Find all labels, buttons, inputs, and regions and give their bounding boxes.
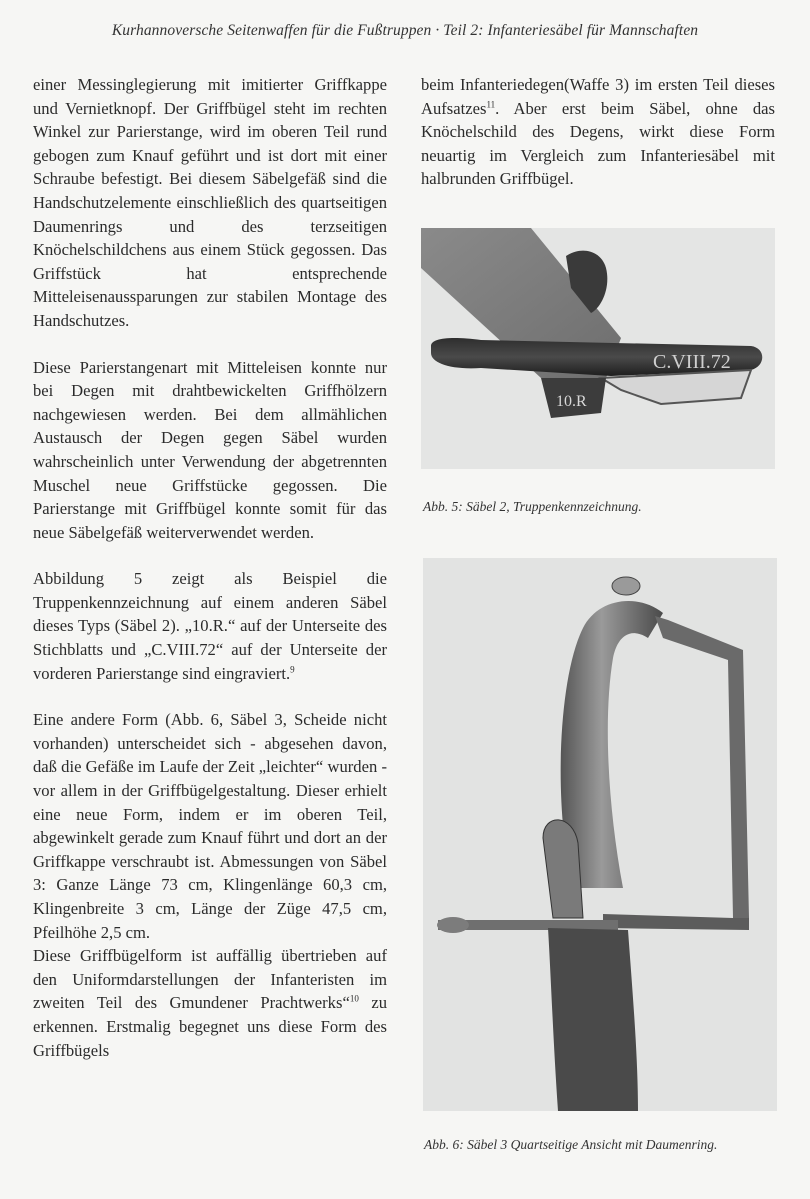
footnote-marker: 10 bbox=[349, 993, 359, 1004]
paragraph-troop-marking bbox=[33, 567, 387, 685]
paragraph-text: . Aber erst beim Säbel, ohne das Knöchelschild des Degens, wirkt diese Form neuartig im Vergleich zum Infanteriesäbel mit halbrunden Griffbügel. bbox=[421, 98, 775, 189]
figure-6-photo bbox=[423, 558, 777, 1111]
figure-5-photo bbox=[421, 228, 775, 469]
right-text-column bbox=[421, 73, 775, 191]
paragraph-text: beim Infanteriedegen(Waffe 3) im ersten Teil dieses Aufsatzes bbox=[421, 75, 775, 118]
paragraph-text: zu erkennen. Erstmalig begegnet uns diese Form des Griffbügels bbox=[33, 993, 388, 1060]
paragraph-other-form: Eine andere Form (Abb. 6, Säbel 3, Scheide nicht vorhanden) unterscheidet sich - abgesehen davon, daß die Gefäße im Laufe der Zeit „leichter“ wurden - vor allem in der Griffbügelgestaltung. Dieser erhielt eine neue Form, indem er im oberen Teil, abgewinkelt gerade zum Knauf führt und dort an der Griffkappe verschraubt ist. Abmessungen von Säbel 3: Ganze Länge 73 cm, Klingenlänge 60,3 cm, Klingenbreite 3 cm, Länge der Züge 47,5 cm, Pfeilhöhe 2,5 cm. bbox=[33, 710, 387, 942]
footnote-marker: 11 bbox=[486, 99, 496, 110]
paragraph-text: Diese Griffbügelform ist auffällig übertrieben auf den Uniformdarstellungen der Infanteristen im zweiten Teil des Gmundener Prachtwerks“ bbox=[33, 946, 387, 1013]
left-text-column bbox=[33, 73, 387, 1062]
figure-5-caption: Abb. 5: Säbel 2, Truppenkennzeichnung. bbox=[423, 499, 642, 514]
paragraph-continuation bbox=[421, 73, 775, 191]
footnote-marker: 9 bbox=[290, 664, 295, 675]
svg-text:10.R: 10.R bbox=[556, 393, 587, 410]
saber-hilt-underside-image bbox=[421, 228, 775, 469]
running-header: Kurhannoversche Seitenwaffen für die Fußtruppen · Teil 2: Infanteriesäbel für Mannschaften bbox=[111, 22, 699, 39]
svg-text:C.VIII.72: C.VIII.72 bbox=[653, 351, 731, 373]
saber-hilt-side-image bbox=[423, 558, 777, 1111]
figure-6-caption: Abb. 6: Säbel 3 Quartseitige Ansicht mit Daumenring. bbox=[424, 1137, 718, 1152]
paragraph-text: Abbildung 5 zeigt als Beispiel die Truppenkennzeichnung auf einem anderen Säbel dieses Typs (Säbel 2). „10.R.“ auf der Unterseite des Stichblatts und „C.VIII.72“ auf der Unterseite der vorderen Parierstange sind eingraviert. bbox=[33, 569, 387, 683]
paragraph-parierstange: Diese Parierstangenart mit Mitteleisen konnte nur bei Degen mit drahtbewickelten Griffhölzern nachgewiesen werden. Bei dem allmählichen Austausch der Degen gegen Säbel wurden wahrscheinlich unter Verwendung der abgetrennten Muschel neue Griffstücke gegossen. Die Parierstange mit Griffbügel konnte somit für das neue Säbelgefäß weiterverwendet werden. bbox=[33, 357, 387, 542]
paragraph-griffbuegelform bbox=[33, 944, 387, 1062]
paragraph-hilt-construction: einer Messinglegierung mit imitierter Griffkappe und Vernietknopf. Der Griffbügel steht im rechten Winkel zur Parierstange, wird im oberen Teil rund gebogen zum Knauf geführt und ist dort mit einer Schraube befestigt. Bei diesem Säbelgefäß sind die Handschutzelemente einschließlich des quartseitigen Daumenrings und des terzseitigen Knöchelschildchens aus einem Stück gegossen. Das Griffstück hat entsprechende Mitteleisenaussparungen zur stabilen Montage des Handschutzes. bbox=[33, 75, 387, 330]
